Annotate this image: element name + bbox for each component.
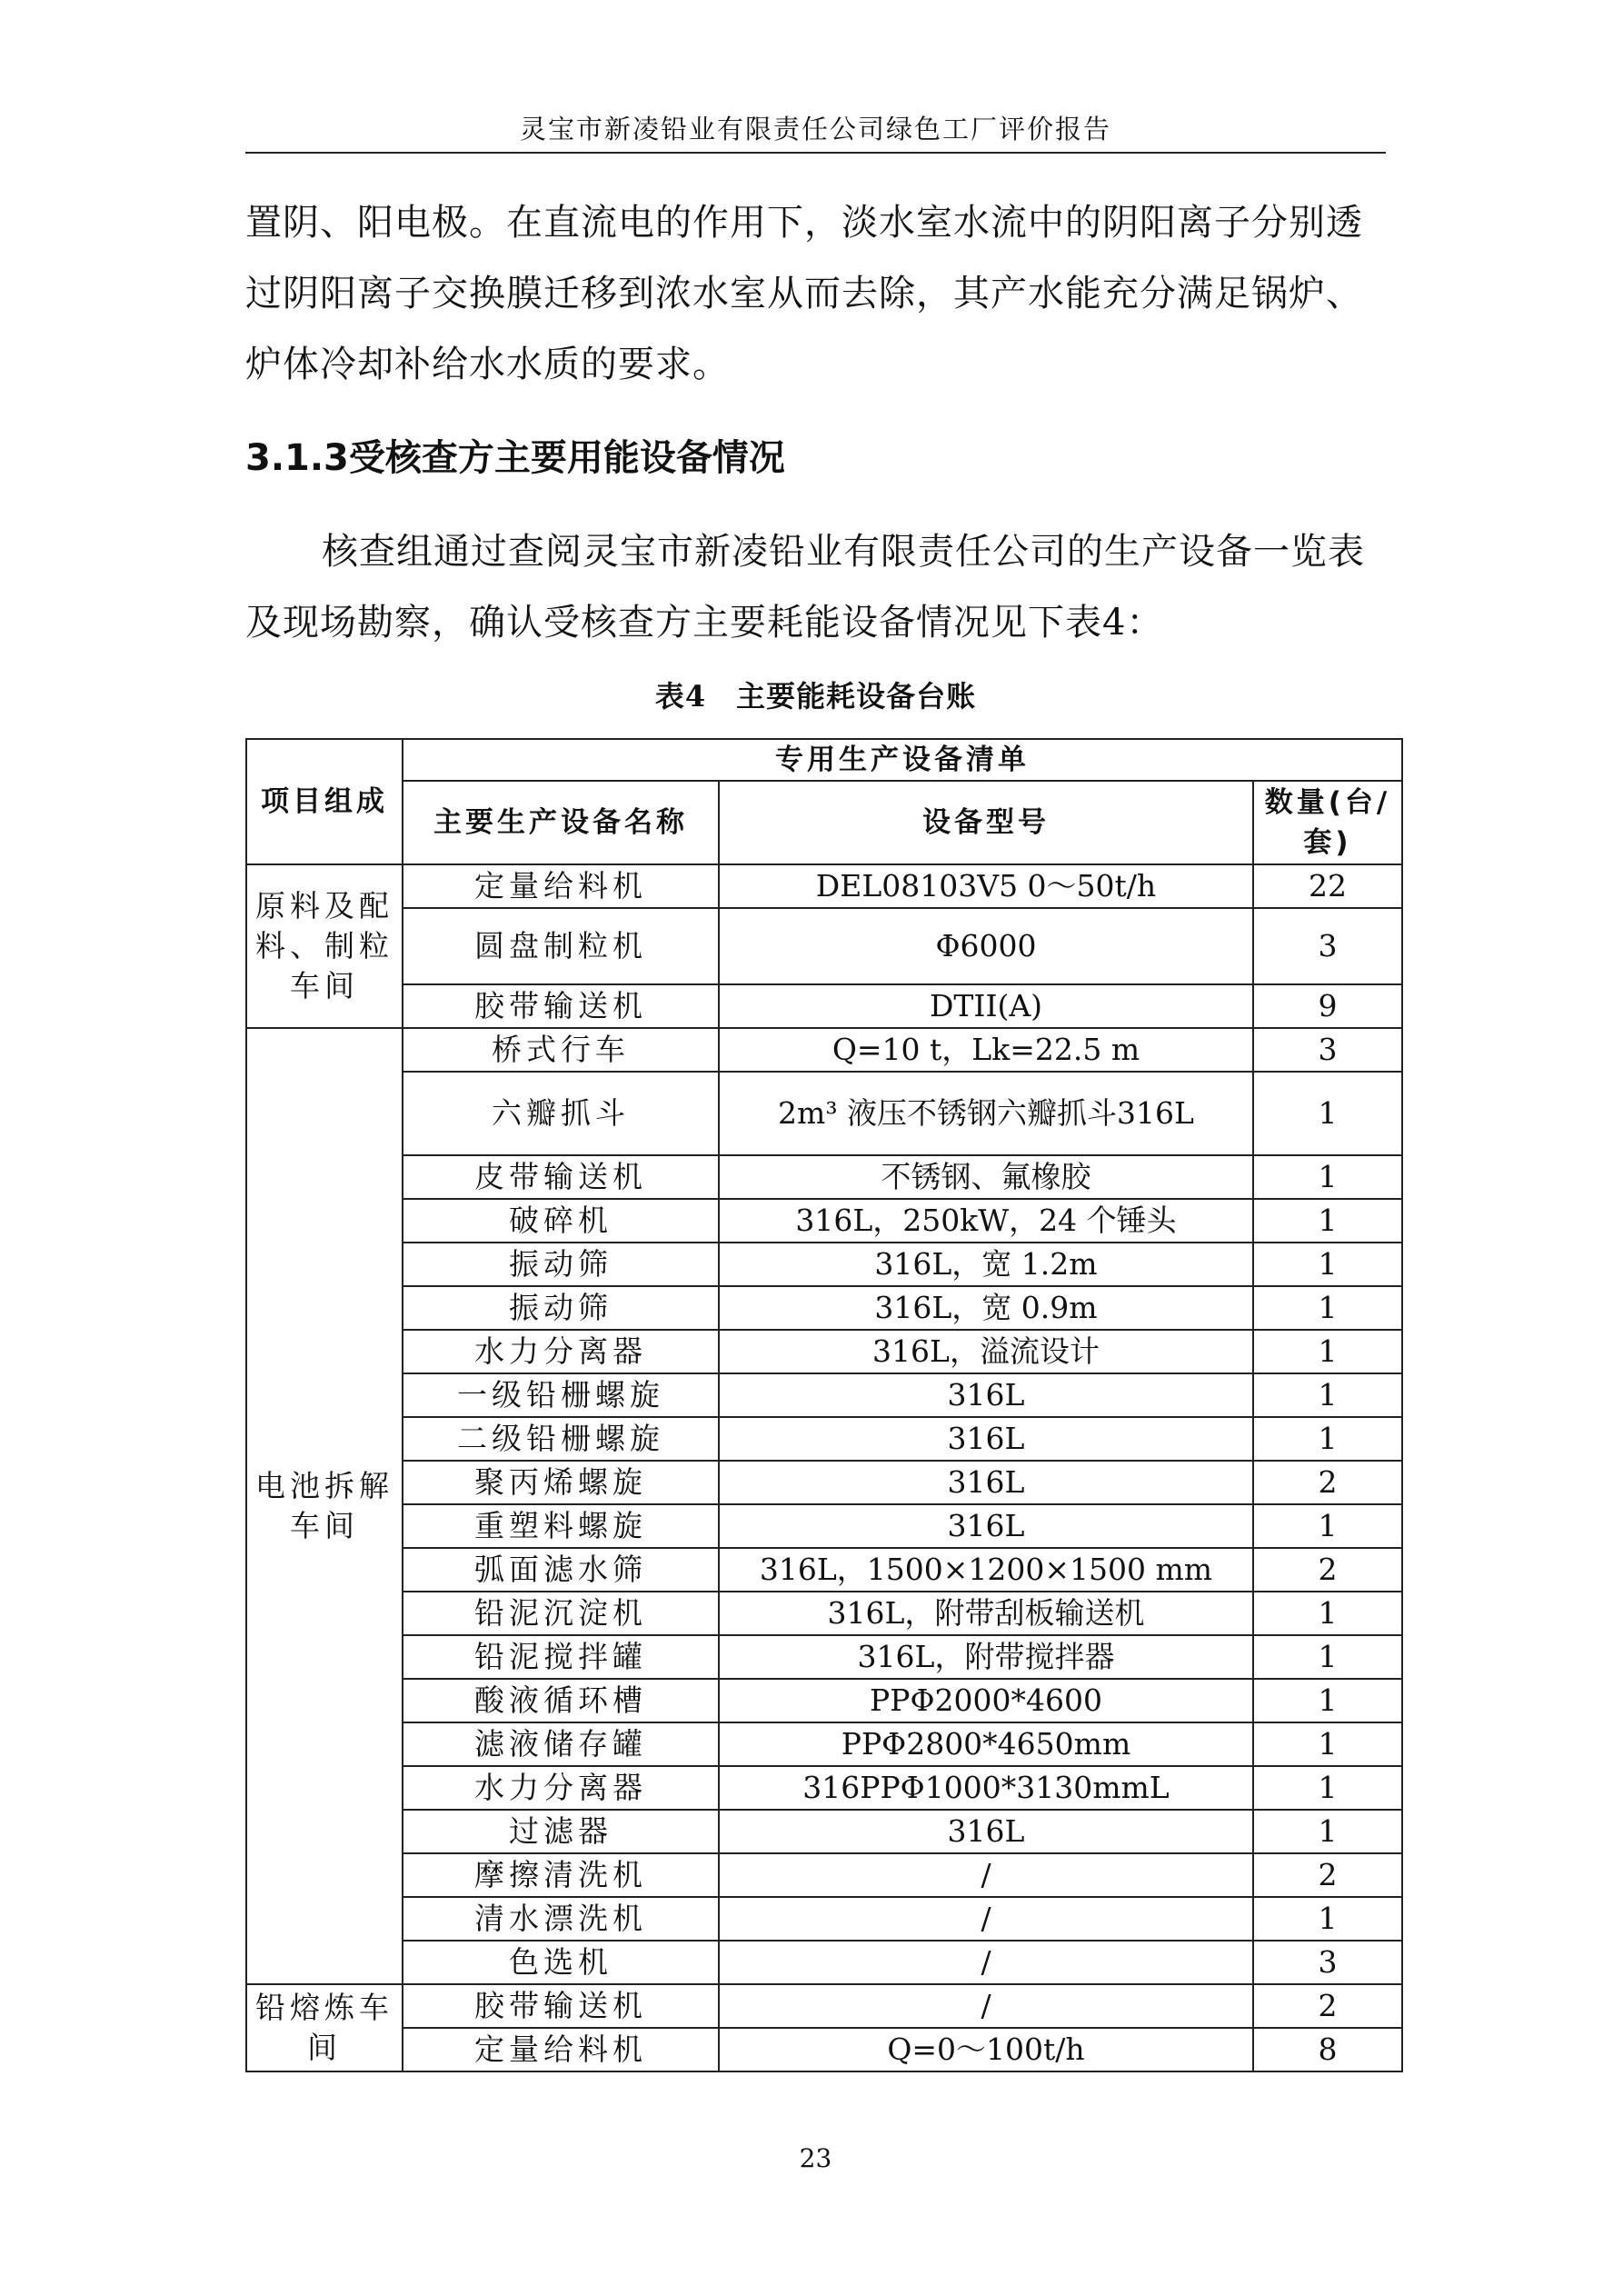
table-row (246, 1592, 1402, 1635)
equipment-name-cell: 聚丙烯螺旋 (403, 1461, 719, 1504)
header-equipment-model: 设备型号 (719, 781, 1253, 864)
table-row (246, 1373, 1402, 1417)
equipment-model-cell: 316L，宽 1.2m (719, 1243, 1253, 1286)
equipment-name-cell: 胶带输送机 (403, 984, 719, 1028)
equipment-qty-cell: 1 (1253, 1679, 1402, 1722)
row-group-label: 电池拆解车间 (246, 1028, 403, 1984)
equipment-name-cell: 圆盘制粒机 (403, 908, 719, 984)
table-row (246, 1635, 1402, 1679)
header-quantity: 数量(台/套) (1253, 781, 1402, 864)
equipment-model-cell: 316L，宽 0.9m (719, 1286, 1253, 1330)
equipment-name-cell: 滤液储存罐 (403, 1722, 719, 1766)
equipment-model-cell: 316L，溢流设计 (719, 1330, 1253, 1373)
equipment-name-cell: 一级铅栅螺旋 (403, 1373, 719, 1417)
header-project: 项目组成 (246, 739, 403, 864)
body-paragraph-2: 核查组通过查阅灵宝市新凌铅业有限责任公司的生产设备一览表及现场勘察，确认受核查方主要耗能设备情况见下表4： (245, 531, 1365, 644)
equipment-qty-cell: 1 (1253, 1199, 1402, 1243)
table-row (246, 1810, 1402, 1853)
page-header: 灵宝市新凌铅业有限责任公司绿色工厂评价报告 (519, 114, 1111, 145)
equipment-table (245, 738, 1403, 2072)
equipment-model-cell: 316L，250kW，24 个锤头 (719, 1199, 1253, 1243)
equipment-name-cell: 定量给料机 (403, 2028, 719, 2071)
equipment-model-cell: DTII(A) (719, 984, 1253, 1028)
table-row (246, 1897, 1402, 1941)
equipment-name-cell: 色选机 (403, 1941, 719, 1984)
equipment-name-cell: 重塑料螺旋 (403, 1504, 719, 1548)
equipment-qty-cell: 3 (1253, 908, 1402, 984)
table-row (246, 1028, 1402, 1072)
equipment-name-cell: 胶带输送机 (403, 1984, 719, 2028)
equipment-qty-cell: 1 (1253, 1286, 1402, 1330)
equipment-qty-cell: 1 (1253, 1373, 1402, 1417)
equipment-name-cell: 振动筛 (403, 1286, 719, 1330)
table-row (246, 1853, 1402, 1897)
equipment-model-cell: 316L (719, 1810, 1253, 1853)
table-row (246, 1461, 1402, 1504)
equipment-model-cell: / (719, 1853, 1253, 1897)
equipment-model-cell: / (719, 1984, 1253, 2028)
equipment-model-cell: 316PPΦ1000*3130mmL (719, 1766, 1253, 1810)
equipment-model-cell: 316L，附带刮板输送机 (719, 1592, 1253, 1635)
header-rule (245, 152, 1386, 154)
equipment-qty-cell: 8 (1253, 2028, 1402, 2071)
equipment-name-cell: 弧面滤水筛 (403, 1548, 719, 1592)
equipment-model-cell: 316L (719, 1504, 1253, 1548)
equipment-model-cell: 316L (719, 1461, 1253, 1504)
equipment-name-cell: 摩擦清洗机 (403, 1853, 719, 1897)
equipment-qty-cell: 1 (1253, 1592, 1402, 1635)
equipment-model-cell: 316L (719, 1417, 1253, 1461)
equipment-name-cell: 水力分离器 (403, 1766, 719, 1810)
equipment-qty-cell: 2 (1253, 1461, 1402, 1504)
table-body (246, 864, 1402, 2071)
row-group-label: 原料及配料、制粒车间 (246, 864, 403, 1028)
equipment-model-cell: 不锈钢、氟橡胶 (719, 1155, 1253, 1199)
equipment-name-cell: 振动筛 (403, 1243, 719, 1286)
table-row (246, 1679, 1402, 1722)
equipment-model-cell: 316L，1500×1200×1500 mm (719, 1548, 1253, 1592)
equipment-qty-cell: 1 (1253, 1072, 1402, 1155)
equipment-qty-cell: 1 (1253, 1243, 1402, 1286)
equipment-qty-cell: 1 (1253, 1722, 1402, 1766)
equipment-qty-cell: 1 (1253, 1897, 1402, 1941)
equipment-name-cell: 破碎机 (403, 1199, 719, 1243)
equipment-name-cell: 桥式行车 (403, 1028, 719, 1072)
equipment-qty-cell: 1 (1253, 1635, 1402, 1679)
equipment-name-cell: 清水漂洗机 (403, 1897, 719, 1941)
table-row (246, 1766, 1402, 1810)
equipment-model-cell: Q=10 t，Lk=22.5 m (719, 1028, 1253, 1072)
table-row (246, 1548, 1402, 1592)
equipment-model-cell: 316L，附带搅拌器 (719, 1635, 1253, 1679)
equipment-name-cell: 定量给料机 (403, 864, 719, 908)
table-row (246, 1984, 1402, 2028)
equipment-qty-cell: 1 (1253, 1766, 1402, 1810)
equipment-model-cell: DEL08103V5 0～50t/h (719, 864, 1253, 908)
equipment-model-cell: / (719, 1897, 1253, 1941)
table-row (246, 1286, 1402, 1330)
equipment-name-cell: 二级铅栅螺旋 (403, 1417, 719, 1461)
table-row (246, 1199, 1402, 1243)
equipment-name-cell: 过滤器 (403, 1810, 719, 1853)
equipment-name-cell: 铅泥沉淀机 (403, 1592, 719, 1635)
body-paragraph-1: 置阴、阳电极。在直流电的作用下，淡水室水流中的阴阳离子分别透过阴阳离子交换膜迁移到浓水室从而去除，其产水能充分满足锅炉、炉体冷却补给水水质的要求。 (245, 202, 1363, 385)
table-row (246, 1155, 1402, 1199)
equipment-model-cell: Φ6000 (719, 908, 1253, 984)
equipment-model-cell: PPΦ2800*4650mm (719, 1722, 1253, 1766)
section-heading: 3.1.3受核查方主要用能设备情况 (245, 437, 785, 479)
equipment-name-cell: 酸液循环槽 (403, 1679, 719, 1722)
table-row (246, 1722, 1402, 1766)
header-equipment-list: 专用生产设备清单 (403, 739, 1402, 781)
page-number: 23 (799, 2143, 832, 2173)
equipment-model-cell: / (719, 1941, 1253, 1984)
table-row (246, 1417, 1402, 1461)
equipment-qty-cell: 2 (1253, 1984, 1402, 2028)
table-row (246, 908, 1402, 984)
table-row (246, 984, 1402, 1028)
table-row (246, 1072, 1402, 1155)
equipment-qty-cell: 1 (1253, 1504, 1402, 1548)
table-row (246, 1504, 1402, 1548)
equipment-qty-cell: 1 (1253, 1810, 1402, 1853)
equipment-qty-cell: 1 (1253, 1330, 1402, 1373)
table-row (246, 1243, 1402, 1286)
equipment-name-cell: 六瓣抓斗 (403, 1072, 719, 1155)
header-equipment-name: 主要生产设备名称 (403, 781, 719, 864)
equipment-qty-cell: 3 (1253, 1028, 1402, 1072)
equipment-qty-cell: 9 (1253, 984, 1402, 1028)
equipment-name-cell: 皮带输送机 (403, 1155, 719, 1199)
equipment-qty-cell: 1 (1253, 1417, 1402, 1461)
equipment-model-cell: PPΦ2000*4600 (719, 1679, 1253, 1722)
equipment-qty-cell: 2 (1253, 1853, 1402, 1897)
equipment-model-cell: 2m³ 液压不锈钢六瓣抓斗316L (719, 1072, 1253, 1155)
table-row (246, 2028, 1402, 2071)
equipment-model-cell: 316L (719, 1373, 1253, 1417)
table-row (246, 864, 1402, 908)
equipment-qty-cell: 22 (1253, 864, 1402, 908)
equipment-model-cell: Q=0～100t/h (719, 2028, 1253, 2071)
equipment-qty-cell: 1 (1253, 1155, 1402, 1199)
equipment-name-cell: 铅泥搅拌罐 (403, 1635, 719, 1679)
table-row (246, 1941, 1402, 1984)
row-group-label: 铅熔炼车间 (246, 1984, 403, 2071)
equipment-qty-cell: 3 (1253, 1941, 1402, 1984)
equipment-qty-cell: 2 (1253, 1548, 1402, 1592)
equipment-name-cell: 水力分离器 (403, 1330, 719, 1373)
table-row (246, 1330, 1402, 1373)
table-caption: 表4 主要能耗设备台账 (654, 679, 977, 714)
